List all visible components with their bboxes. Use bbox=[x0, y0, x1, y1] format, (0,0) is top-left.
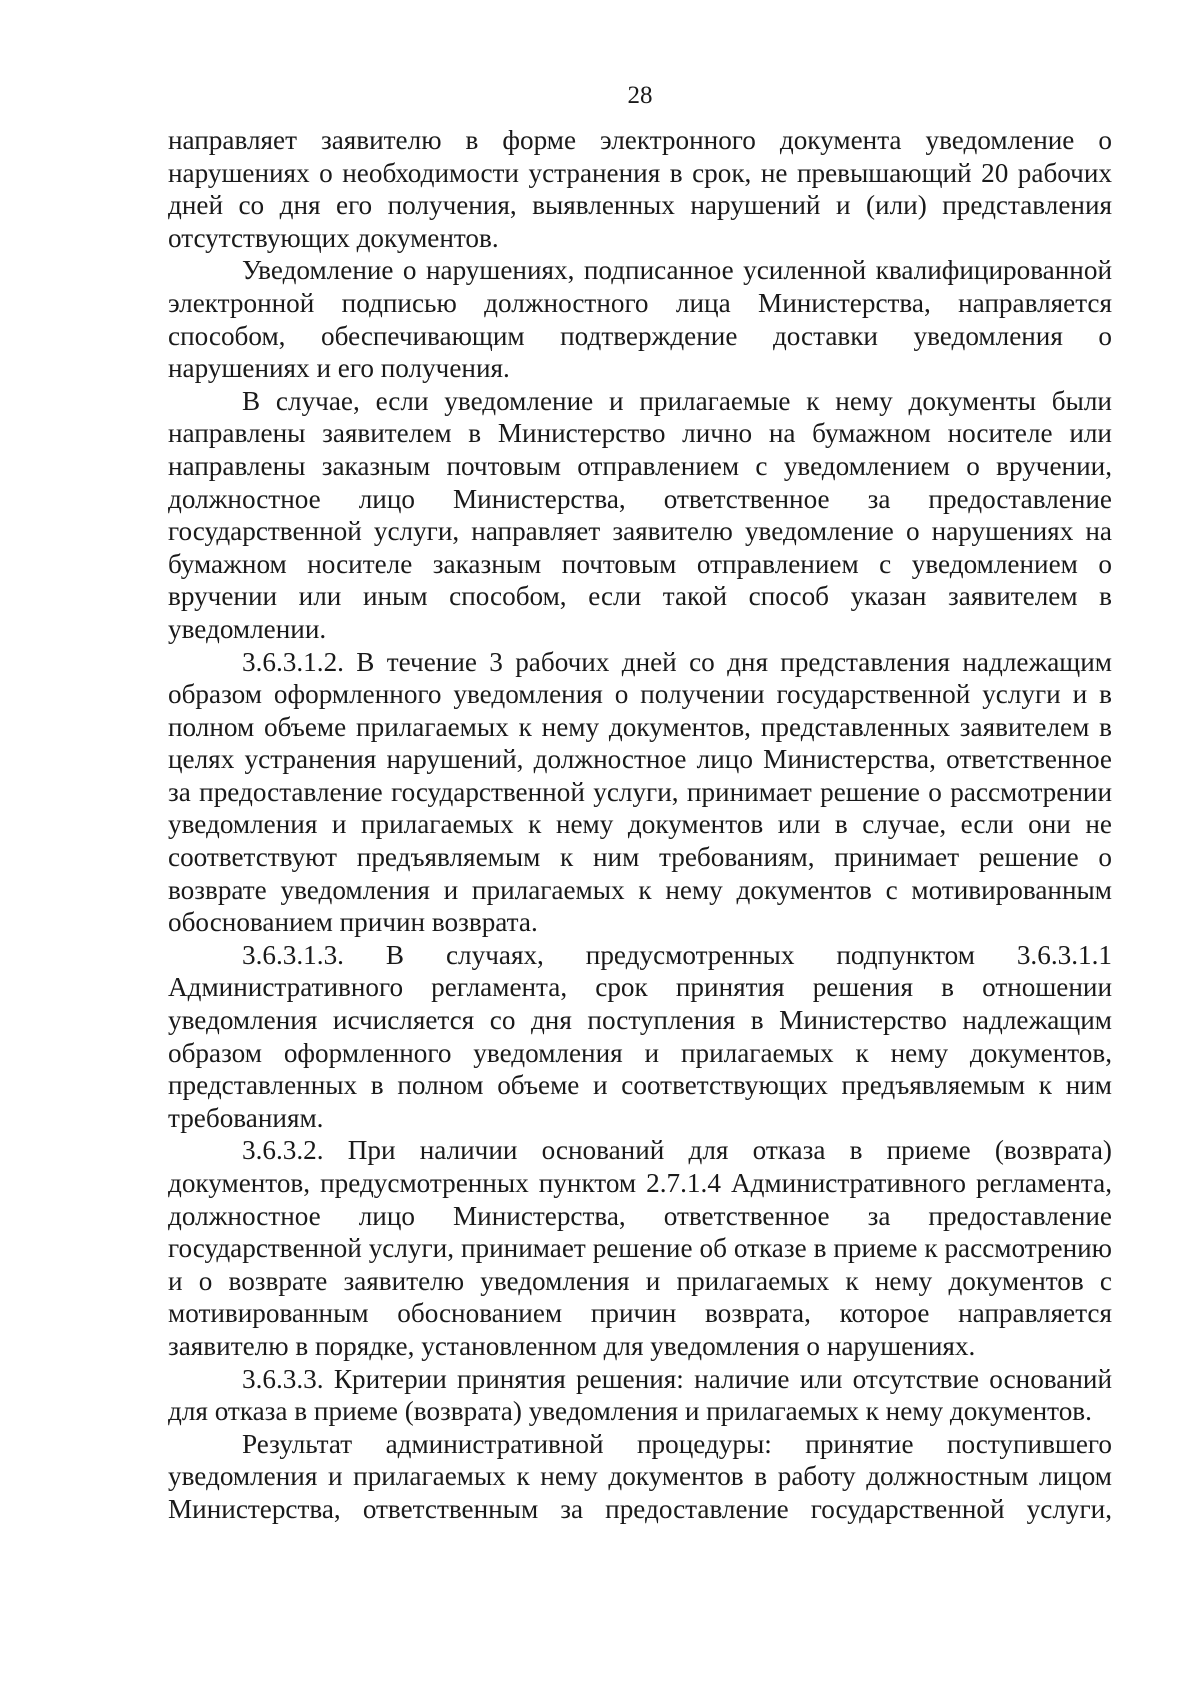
document-body bbox=[168, 124, 1112, 1526]
paragraph-paper-delivery: В случае, если уведомление и прилагаемые к нему документы были направлены заявителем в Министерство лично на бумажном носителе или направлены заказным почтовым отправлением с уведомлением о вручении, должностное лицо Министерства, ответственное за предоставление государственной услуги, направляет заявителю уведомление о нарушениях на бумажном носителе заказным почтовым отправлением с уведомлением о вручении или иным способом, если такой способ указан заявителем в уведомлении. bbox=[168, 385, 1112, 644]
page-number: 28 bbox=[627, 82, 653, 109]
paragraph-3-6-3-1-2: 3.6.3.1.2. В течение 3 рабочих дней со дня представления надлежащим образом оформленного уведомления о получении государственной услуги и в полном объеме прилагаемых к нему документов, представленных заявителем в целях устранения нарушений, должностное лицо Министерства, ответственное за предоставление государственной услуги, принимает решение о рассмотрении уведомления и прилагаемых к нему документов или в случае, если они не соответствуют предъявляемым к ним требованиям, принимает решение о возврате уведомления и прилагаемых к нему документов с мотивированным обоснованием причин возврата. bbox=[168, 646, 1112, 938]
paragraph-result: Результат административной процедуры: принятие поступившего уведомления и прилагаемых к нему документов в работу должностным лицом Министерства, ответственным за предоставление государственной услуги, bbox=[168, 1428, 1112, 1524]
paragraph-notice-signature: Уведомление о нарушениях, подписанное усиленной квалифицированной электронной подписью должностного лица Министерства, направляется способом, обеспечивающим подтверждение доставки уведомления о нарушениях и его получения. bbox=[168, 255, 1112, 384]
paragraph-continuation: направляет заявителю в форме электронного документа уведомление о нарушениях о необходимости устранения в срок, не превышающий 20 рабочих дней со дня его получения, выявленных нарушений и (или) представления отсутствующих документов. bbox=[168, 125, 1112, 253]
paragraph-3-6-3-1-3: 3.6.3.1.3. В случаях, предусмотренных подпунктом 3.6.3.1.1 Административного регламента, срок принятия решения в отношении уведомления исчисляется со дня поступления в Министерство надлежащим образом оформленного уведомления и прилагаемых к нему документов, представленных в полном объеме и соответствующих предъявляемым к ним требованиям. bbox=[168, 939, 1112, 1133]
paragraph-3-6-3-3: 3.6.3.3. Критерии принятия решения: наличие или отсутствие оснований для отказа в приеме (возврата) уведомления и прилагаемых к нему документов. bbox=[168, 1363, 1112, 1427]
paragraph-3-6-3-2: 3.6.3.2. При наличии оснований для отказа в приеме (возврата) документов, предусмотренных пунктом 2.7.1.4 Административного регламента, должностное лицо Министерства, ответственное за предоставление государственной услуги, принимает решение об отказе в приеме к рассмотрению и о возврате заявителю уведомления и прилагаемых к нему документов с мотивированным обоснованием причин возврата, которое направляется заявителю в порядке, установленном для уведомления о нарушениях. bbox=[168, 1135, 1112, 1361]
